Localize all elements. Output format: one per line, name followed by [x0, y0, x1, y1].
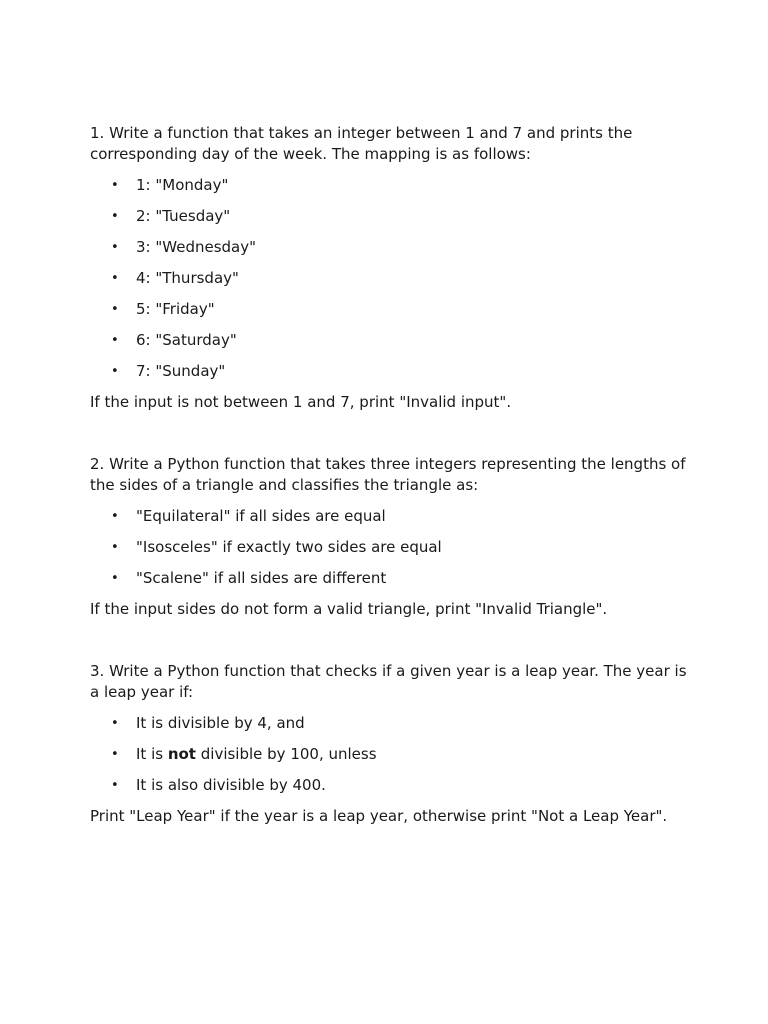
question-1-intro: 1. Write a function that takes an integer between 1 and 7 and prints the corresponding day of the week. The mapping is as follows:	[90, 124, 633, 163]
bullet-icon: •	[111, 778, 119, 793]
bullet-icon: •	[111, 716, 119, 731]
list-item: • It is divisible by 4, and	[111, 714, 305, 732]
bullet-icon: •	[111, 364, 119, 379]
bullet-icon: •	[111, 747, 119, 762]
question-3-outro: Print "Leap Year" if the year is a leap year, otherwise print "Not a Leap Year".	[90, 807, 668, 825]
bullet-icon: •	[111, 571, 119, 586]
list-item: • "Isosceles" if exactly two sides are equal	[111, 538, 442, 556]
question-2-list	[90, 506, 690, 589]
bullet-icon: •	[111, 333, 119, 348]
emphasis-not: not	[167, 745, 196, 763]
question-2-intro: 2. Write a Python function that takes three integers representing the lengths of the sides of a triangle and classifies the triangle as:	[90, 455, 686, 494]
question-3	[90, 661, 690, 827]
question-2-outro: If the input sides do not form a valid triangle, print "Invalid Triangle".	[90, 600, 608, 618]
question-1	[90, 123, 690, 413]
question-3-list	[90, 713, 690, 796]
list-item: • It is not divisible by 100, unless	[111, 745, 377, 763]
list-item: • 2: "Tuesday"	[111, 207, 231, 225]
bullet-icon: •	[111, 509, 119, 524]
list-item: • 7: "Sunday"	[111, 362, 226, 380]
list-item: • It is also divisible by 400.	[111, 776, 326, 794]
question-1-outro: If the input is not between 1 and 7, print "Invalid input".	[90, 393, 512, 411]
bullet-icon: •	[111, 540, 119, 555]
list-item: • 6: "Saturday"	[111, 331, 237, 349]
question-2	[90, 454, 690, 620]
bullet-icon: •	[111, 209, 119, 224]
bullet-icon: •	[111, 271, 119, 286]
bullet-icon: •	[111, 302, 119, 317]
list-item: • 5: "Friday"	[111, 300, 215, 318]
bullet-icon: •	[111, 240, 119, 255]
list-item: • "Scalene" if all sides are different	[111, 569, 387, 587]
list-item: • "Equilateral" if all sides are equal	[111, 507, 386, 525]
document-page	[90, 123, 690, 827]
question-1-list	[90, 175, 690, 382]
question-3-intro: 3. Write a Python function that checks if a given year is a leap year. The year is a leap year if:	[90, 662, 687, 701]
list-item: • 1: "Monday"	[111, 176, 229, 194]
list-item: • 3: "Wednesday"	[111, 238, 257, 256]
bullet-icon: •	[111, 178, 119, 193]
list-item: • 4: "Thursday"	[111, 269, 239, 287]
